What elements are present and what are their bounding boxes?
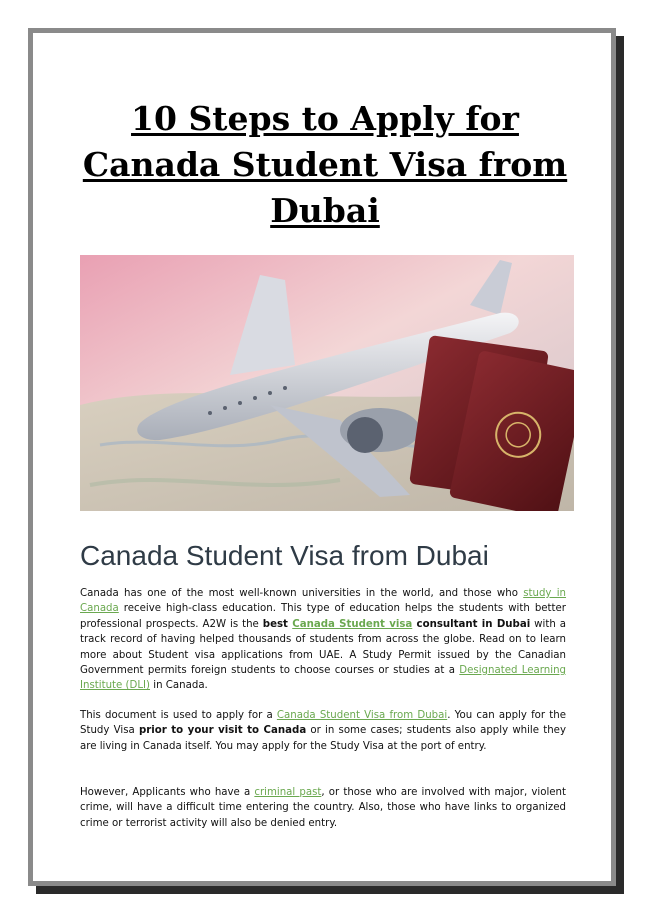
criminal-past-link[interactable]: criminal past [254, 787, 322, 798]
bold-text: best [262, 618, 293, 630]
study-in-canada-link[interactable]: study in Canada [80, 588, 567, 615]
text-span: receive high-class education. This type of education helps the students with better professional prospects. A2W is the [80, 603, 566, 630]
paragraph-application [80, 708, 566, 754]
text-span: in Canada. [150, 680, 208, 692]
text-span: Canada has one of the most well-known universities in the world, and those who [80, 588, 524, 599]
canada-student-visa-link[interactable]: Canada Student visa [292, 618, 413, 630]
document-title: 10 Steps to Apply for Canada Student Visa from Dubai [82, 99, 568, 230]
paragraph-criminal [80, 785, 566, 831]
bold-text: consultant in Dubai [412, 618, 531, 630]
text-span: with a track record of having helped thousands of students from across the globe. Read on to learn more about Student visa applications from UAE. A Study Permit issued by the Canadian Government permits foreign students to choose courses or studies at a [80, 618, 566, 677]
text-span: However, Applicants who have a [80, 787, 255, 798]
canada-student-visa-dubai-link[interactable]: Canada Student Visa from Dubai [276, 710, 448, 721]
paragraph-intro [80, 586, 566, 694]
text-span: This document is used to apply for a [80, 710, 277, 721]
hero-image [80, 255, 574, 511]
text-span: or in some cases; students also apply while they are living in Canada itself. You may apply for the Study Visa at the port of entry. [80, 725, 566, 752]
text-span: , or those who are involved with major, violent crime, will have a difficult time entering the country. Also, those who have links to organized crime or terrorist activity will also be denied entry. [80, 787, 566, 829]
bold-text: prior to your visit to Canada [138, 725, 307, 737]
section-heading: Canada Student Visa from Dubai [80, 540, 489, 571]
text-span: . You can apply for the Study Visa [80, 710, 567, 737]
dli-link[interactable]: Designated Learning Institute (DLI) [80, 665, 566, 692]
